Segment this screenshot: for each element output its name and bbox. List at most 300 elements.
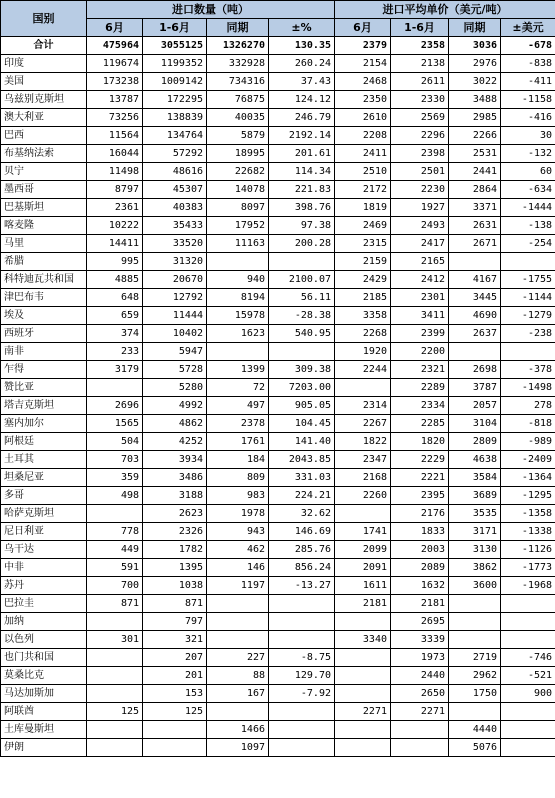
value-cell: 2091: [335, 559, 391, 577]
value-cell: 4252: [143, 433, 207, 451]
value-cell: 114.34: [269, 163, 335, 181]
value-cell: 31320: [143, 253, 207, 271]
table-row: [1, 451, 555, 469]
country-cell: 苏丹: [1, 577, 87, 595]
country-cell: 津巴布韦: [1, 289, 87, 307]
value-cell: 8797: [87, 181, 143, 199]
value-cell: 2378: [207, 415, 269, 433]
value-cell: 497: [207, 397, 269, 415]
table-row: [1, 181, 555, 199]
value-cell: 3486: [143, 469, 207, 487]
value-cell: 2260: [335, 487, 391, 505]
value-cell: 2271: [335, 703, 391, 721]
country-cell: 埃及: [1, 307, 87, 325]
value-cell: 2719: [449, 649, 501, 667]
value-cell: 856.24: [269, 559, 335, 577]
value-cell: 2698: [449, 361, 501, 379]
value-cell: 449: [87, 541, 143, 559]
value-cell: -818: [501, 415, 555, 433]
value-cell: 2358: [391, 37, 449, 55]
value-cell: 359: [87, 469, 143, 487]
value-cell: 321: [143, 631, 207, 649]
value-cell: 3130: [449, 541, 501, 559]
value-cell: [335, 667, 391, 685]
value-cell: -1144: [501, 289, 555, 307]
value-cell: 2469: [335, 217, 391, 235]
value-cell: 2230: [391, 181, 449, 199]
value-cell: -416: [501, 109, 555, 127]
value-cell: 1326270: [207, 37, 269, 55]
value-cell: 2296: [391, 127, 449, 145]
value-cell: 2208: [335, 127, 391, 145]
value-cell: 331.03: [269, 469, 335, 487]
value-cell: [501, 343, 555, 361]
value-cell: [335, 739, 391, 757]
value-cell: 4885: [87, 271, 143, 289]
value-cell: [391, 721, 449, 739]
value-cell: -678: [501, 37, 555, 55]
value-cell: 2099: [335, 541, 391, 559]
value-cell: 4167: [449, 271, 501, 289]
value-cell: 141.40: [269, 433, 335, 451]
table-row: [1, 289, 555, 307]
country-cell: 坦桑尼亚: [1, 469, 87, 487]
value-cell: -1358: [501, 505, 555, 523]
value-cell: 2510: [335, 163, 391, 181]
value-cell: 2168: [335, 469, 391, 487]
table-row: [1, 271, 555, 289]
value-cell: -28.38: [269, 307, 335, 325]
value-cell: 3600: [449, 577, 501, 595]
value-cell: -1755: [501, 271, 555, 289]
value-cell: [87, 379, 143, 397]
country-cell: 阿根廷: [1, 433, 87, 451]
table-row: [1, 235, 555, 253]
value-cell: 2192.14: [269, 127, 335, 145]
value-cell: 1782: [143, 541, 207, 559]
country-cell: 土库曼斯坦: [1, 721, 87, 739]
value-cell: 129.70: [269, 667, 335, 685]
value-cell: 1395: [143, 559, 207, 577]
value-cell: 2057: [449, 397, 501, 415]
value-cell: 40383: [143, 199, 207, 217]
value-cell: 2379: [335, 37, 391, 55]
value-cell: [501, 595, 555, 613]
country-cell: 中非: [1, 559, 87, 577]
value-cell: 2441: [449, 163, 501, 181]
value-cell: 2650: [391, 685, 449, 703]
value-cell: 2417: [391, 235, 449, 253]
value-cell: 40035: [207, 109, 269, 127]
value-cell: -1295: [501, 487, 555, 505]
country-cell: 乌干达: [1, 541, 87, 559]
value-cell: [269, 613, 335, 631]
value-cell: 2289: [391, 379, 449, 397]
value-cell: 2569: [391, 109, 449, 127]
value-cell: 2268: [335, 325, 391, 343]
value-cell: 2493: [391, 217, 449, 235]
value-cell: 1466: [207, 721, 269, 739]
country-cell: 合计: [1, 37, 87, 55]
value-cell: 900: [501, 685, 555, 703]
value-cell: 2350: [335, 91, 391, 109]
value-cell: [207, 253, 269, 271]
value-cell: 3445: [449, 289, 501, 307]
value-cell: 2301: [391, 289, 449, 307]
country-cell: 马里: [1, 235, 87, 253]
value-cell: 1750: [449, 685, 501, 703]
table-row: [1, 595, 555, 613]
value-cell: 72: [207, 379, 269, 397]
country-cell: 哈萨克斯坦: [1, 505, 87, 523]
table-row: [1, 307, 555, 325]
value-cell: 2181: [391, 595, 449, 613]
value-cell: 2266: [449, 127, 501, 145]
country-cell: 尼日利亚: [1, 523, 87, 541]
value-cell: [335, 649, 391, 667]
value-cell: 88: [207, 667, 269, 685]
value-cell: 207: [143, 649, 207, 667]
value-cell: 37.43: [269, 73, 335, 91]
value-cell: 2185: [335, 289, 391, 307]
table-row: [1, 505, 555, 523]
value-cell: 56.11: [269, 289, 335, 307]
value-cell: -1338: [501, 523, 555, 541]
country-cell: 莫桑比克: [1, 667, 87, 685]
country-cell: 赞比亚: [1, 379, 87, 397]
table-row: [1, 325, 555, 343]
value-cell: [501, 253, 555, 271]
value-cell: 104.45: [269, 415, 335, 433]
table-row: [1, 343, 555, 361]
value-cell: -7.92: [269, 685, 335, 703]
header-price-change-usd: ±美元: [501, 19, 555, 37]
value-cell: [501, 739, 555, 757]
value-cell: 11498: [87, 163, 143, 181]
country-cell: 阿联酋: [1, 703, 87, 721]
table-body: [1, 37, 555, 757]
value-cell: [449, 253, 501, 271]
country-cell: 乍得: [1, 361, 87, 379]
value-cell: 97.38: [269, 217, 335, 235]
value-cell: 2221: [391, 469, 449, 487]
value-cell: 3036: [449, 37, 501, 55]
value-cell: 224.21: [269, 487, 335, 505]
value-cell: 398.76: [269, 199, 335, 217]
value-cell: 45307: [143, 181, 207, 199]
value-cell: 2623: [143, 505, 207, 523]
table-row: [1, 415, 555, 433]
value-cell: 8097: [207, 199, 269, 217]
value-cell: 700: [87, 577, 143, 595]
value-cell: 5076: [449, 739, 501, 757]
value-cell: 10222: [87, 217, 143, 235]
value-cell: 475964: [87, 37, 143, 55]
value-cell: 12792: [143, 289, 207, 307]
country-cell: 科特迪瓦共和国: [1, 271, 87, 289]
value-cell: 2172: [335, 181, 391, 199]
value-cell: [207, 703, 269, 721]
value-cell: 3371: [449, 199, 501, 217]
value-cell: [87, 649, 143, 667]
value-cell: 2315: [335, 235, 391, 253]
value-cell: [207, 613, 269, 631]
value-cell: [87, 505, 143, 523]
value-cell: 8194: [207, 289, 269, 307]
value-cell: [207, 631, 269, 649]
value-cell: 2326: [143, 523, 207, 541]
country-cell: 希腊: [1, 253, 87, 271]
value-cell: 1978: [207, 505, 269, 523]
value-cell: 2864: [449, 181, 501, 199]
table-row: [1, 685, 555, 703]
value-cell: [335, 721, 391, 739]
value-cell: 2809: [449, 433, 501, 451]
value-cell: -254: [501, 235, 555, 253]
value-cell: 1399: [207, 361, 269, 379]
value-cell: 76875: [207, 91, 269, 109]
value-cell: [449, 595, 501, 613]
value-cell: [335, 505, 391, 523]
value-cell: 3179: [87, 361, 143, 379]
value-cell: 138839: [143, 109, 207, 127]
header-country: 国别: [1, 1, 87, 37]
table-row: [1, 397, 555, 415]
value-cell: 943: [207, 523, 269, 541]
value-cell: -1968: [501, 577, 555, 595]
value-cell: 278: [501, 397, 555, 415]
value-cell: -411: [501, 73, 555, 91]
value-cell: 2976: [449, 55, 501, 73]
value-cell: 146.69: [269, 523, 335, 541]
value-cell: 22682: [207, 163, 269, 181]
value-cell: 3689: [449, 487, 501, 505]
value-cell: [335, 685, 391, 703]
value-cell: -138: [501, 217, 555, 235]
country-cell: 美国: [1, 73, 87, 91]
value-cell: 3339: [391, 631, 449, 649]
value-cell: 33520: [143, 235, 207, 253]
value-cell: 7203.00: [269, 379, 335, 397]
value-cell: -521: [501, 667, 555, 685]
value-cell: 5879: [207, 127, 269, 145]
value-cell: 332928: [207, 55, 269, 73]
value-cell: 2181: [335, 595, 391, 613]
country-cell: 布基纳法索: [1, 145, 87, 163]
value-cell: -1773: [501, 559, 555, 577]
value-cell: 734316: [207, 73, 269, 91]
value-cell: 3584: [449, 469, 501, 487]
value-cell: 130.35: [269, 37, 335, 55]
country-cell: 巴拉圭: [1, 595, 87, 613]
value-cell: -13.27: [269, 577, 335, 595]
table-row: [1, 703, 555, 721]
value-cell: 119674: [87, 55, 143, 73]
value-cell: 2314: [335, 397, 391, 415]
value-cell: 48616: [143, 163, 207, 181]
value-cell: 3340: [335, 631, 391, 649]
value-cell: 201: [143, 667, 207, 685]
value-cell: [391, 739, 449, 757]
value-cell: 995: [87, 253, 143, 271]
value-cell: 3488: [449, 91, 501, 109]
value-cell: 246.79: [269, 109, 335, 127]
table-header: [1, 1, 555, 37]
value-cell: 940: [207, 271, 269, 289]
value-cell: 2440: [391, 667, 449, 685]
value-cell: 3787: [449, 379, 501, 397]
value-cell: 32.62: [269, 505, 335, 523]
value-cell: 125: [143, 703, 207, 721]
value-cell: 15978: [207, 307, 269, 325]
value-cell: 2411: [335, 145, 391, 163]
value-cell: 146: [207, 559, 269, 577]
table-row: [1, 667, 555, 685]
value-cell: 3411: [391, 307, 449, 325]
value-cell: 2637: [449, 325, 501, 343]
value-cell: 1097: [207, 739, 269, 757]
value-cell: 2695: [391, 613, 449, 631]
value-cell: 2412: [391, 271, 449, 289]
value-cell: 2501: [391, 163, 449, 181]
value-cell: [449, 613, 501, 631]
value-cell: 591: [87, 559, 143, 577]
value-cell: 3358: [335, 307, 391, 325]
value-cell: 172295: [143, 91, 207, 109]
value-cell: 60: [501, 163, 555, 181]
value-cell: 1822: [335, 433, 391, 451]
value-cell: [269, 595, 335, 613]
value-cell: 2610: [335, 109, 391, 127]
value-cell: 462: [207, 541, 269, 559]
value-cell: 2631: [449, 217, 501, 235]
value-cell: 4992: [143, 397, 207, 415]
value-cell: 2089: [391, 559, 449, 577]
value-cell: 2229: [391, 451, 449, 469]
table-row: [1, 523, 555, 541]
value-cell: -1364: [501, 469, 555, 487]
table-row: [1, 163, 555, 181]
value-cell: [269, 343, 335, 361]
value-cell: 3188: [143, 487, 207, 505]
value-cell: [501, 721, 555, 739]
value-cell: 1741: [335, 523, 391, 541]
table-row: [1, 91, 555, 109]
value-cell: 504: [87, 433, 143, 451]
value-cell: -746: [501, 649, 555, 667]
value-cell: -2409: [501, 451, 555, 469]
table-row: [1, 145, 555, 163]
header-import-quantity: 进口数量（吨）: [87, 1, 335, 19]
value-cell: 30: [501, 127, 555, 145]
value-cell: 1611: [335, 577, 391, 595]
value-cell: 2165: [391, 253, 449, 271]
table-row: [1, 217, 555, 235]
value-cell: 134764: [143, 127, 207, 145]
country-cell: 以色列: [1, 631, 87, 649]
value-cell: 4690: [449, 307, 501, 325]
value-cell: 3104: [449, 415, 501, 433]
table-row: [1, 577, 555, 595]
value-cell: 173238: [87, 73, 143, 91]
value-cell: -1158: [501, 91, 555, 109]
value-cell: [501, 613, 555, 631]
value-cell: 233: [87, 343, 143, 361]
value-cell: [87, 685, 143, 703]
value-cell: -1498: [501, 379, 555, 397]
value-cell: 1197: [207, 577, 269, 595]
value-cell: 2267: [335, 415, 391, 433]
value-cell: 1920: [335, 343, 391, 361]
table-row: [1, 721, 555, 739]
table-row: [1, 55, 555, 73]
value-cell: [501, 703, 555, 721]
value-cell: 184: [207, 451, 269, 469]
value-cell: [449, 343, 501, 361]
value-cell: [87, 739, 143, 757]
value-cell: 2671: [449, 235, 501, 253]
value-cell: 11564: [87, 127, 143, 145]
value-cell: 11163: [207, 235, 269, 253]
value-cell: 2399: [391, 325, 449, 343]
value-cell: 14411: [87, 235, 143, 253]
country-cell: 喀麦隆: [1, 217, 87, 235]
value-cell: 5280: [143, 379, 207, 397]
value-cell: 2531: [449, 145, 501, 163]
value-cell: 13787: [87, 91, 143, 109]
value-cell: 498: [87, 487, 143, 505]
value-cell: 1973: [391, 649, 449, 667]
value-cell: [87, 613, 143, 631]
value-cell: 648: [87, 289, 143, 307]
value-cell: 1199352: [143, 55, 207, 73]
value-cell: 3055125: [143, 37, 207, 55]
value-cell: 17952: [207, 217, 269, 235]
table-row: [1, 361, 555, 379]
country-cell: 多哥: [1, 487, 87, 505]
value-cell: [207, 343, 269, 361]
country-cell: 加纳: [1, 613, 87, 631]
value-cell: 2468: [335, 73, 391, 91]
value-cell: 703: [87, 451, 143, 469]
value-cell: 2611: [391, 73, 449, 91]
value-cell: 540.95: [269, 325, 335, 343]
country-cell: 巴基斯坦: [1, 199, 87, 217]
value-cell: 1927: [391, 199, 449, 217]
value-cell: 1819: [335, 199, 391, 217]
table-row: [1, 253, 555, 271]
value-cell: 221.83: [269, 181, 335, 199]
header-qty-jan-jun: 1-6月: [143, 19, 207, 37]
value-cell: 125: [87, 703, 143, 721]
table-row: [1, 469, 555, 487]
value-cell: 2330: [391, 91, 449, 109]
country-cell: 南非: [1, 343, 87, 361]
country-cell: 塞内加尔: [1, 415, 87, 433]
table-row: [1, 559, 555, 577]
value-cell: 301: [87, 631, 143, 649]
value-cell: 1833: [391, 523, 449, 541]
header-import-unit-price: 进口平均单价（美元/吨）: [335, 1, 555, 19]
value-cell: 2003: [391, 541, 449, 559]
value-cell: -1279: [501, 307, 555, 325]
value-cell: [269, 721, 335, 739]
value-cell: 309.38: [269, 361, 335, 379]
value-cell: 20670: [143, 271, 207, 289]
value-cell: [269, 631, 335, 649]
value-cell: 2395: [391, 487, 449, 505]
value-cell: 2285: [391, 415, 449, 433]
